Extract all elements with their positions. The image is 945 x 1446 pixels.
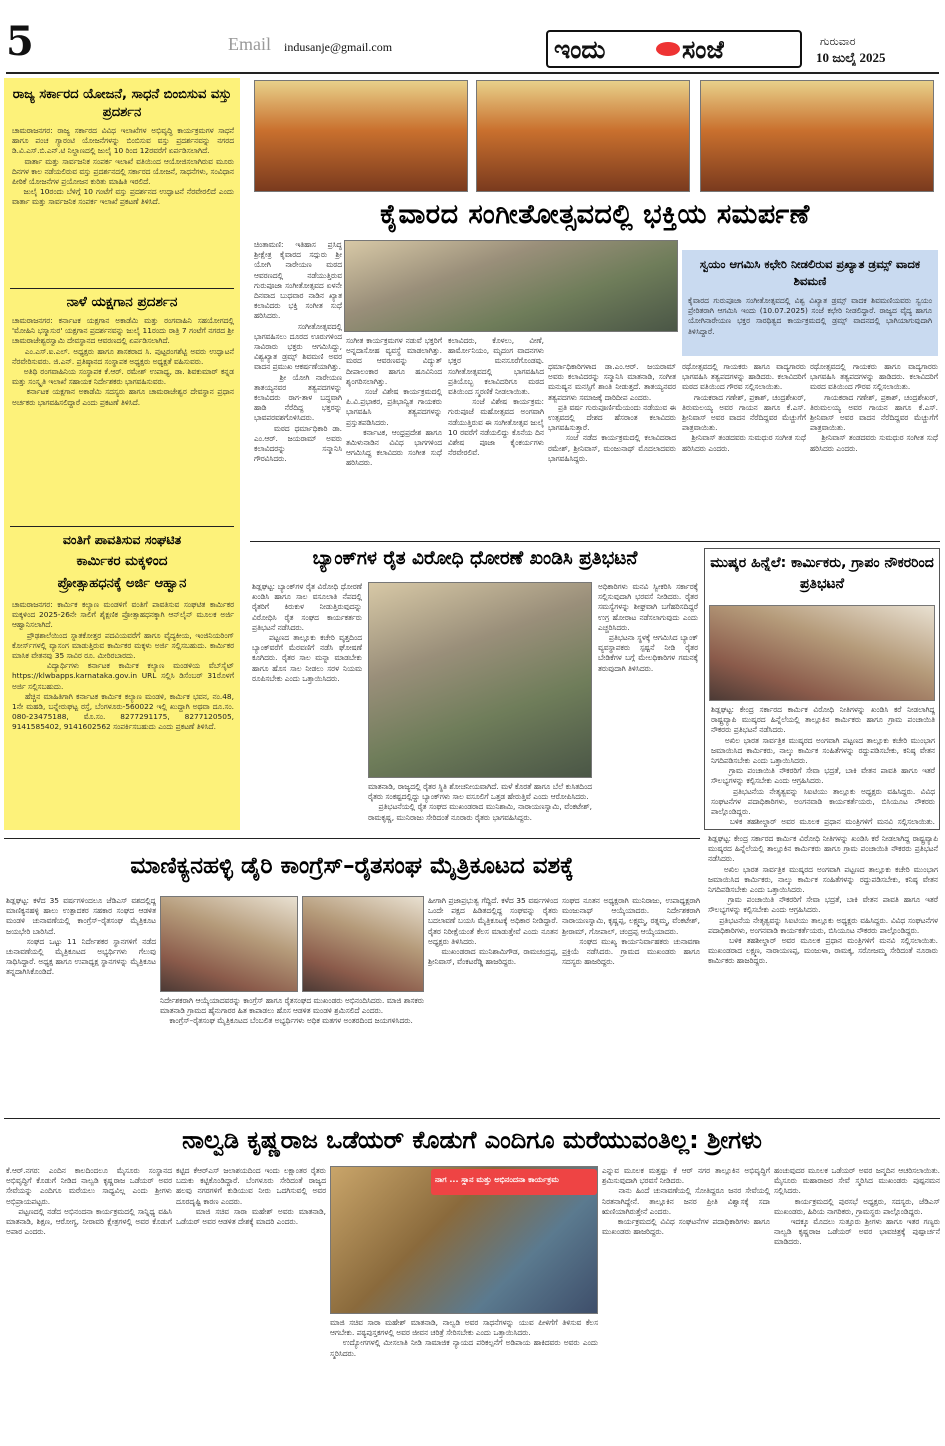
brief-title-labour-c: ಪ್ರೋತ್ಸಾಹಧನಕ್ಕೆ ಅರ್ಜಿ ಆಹ್ವಾನ [57, 576, 187, 591]
brief-body-labour: ಚಾಮರಾಜನಗರ: ಕಾರ್ಮಿಕ ಕಲ್ಯಾಣ ಮಂಡಳಿಗೆ ವಂತಿಗೆ ಪಾವತಿಸುವ ಸಂಘಟಿತ ಕಾರ್ಮಿಕರ ಮಕ್ಕಳಿಂದ 2025-26ನೇ ಸಾಲಿಗೆ ಶೈಕ್ಷಣಿಕ ಪ್ರೋತ್ಸಾಹಧನಕ್ಕಾಗಿ ಆನ್‌ಲೈನ್ ಮೂಲಕ ಅರ್ಜಿ ಆಹ್ವಾನಿಸಲಾಗಿದೆ. ಪ್ರೌಢಶಾಲೆಯಿಂದ ಸ್ನಾತಕೋತ್ತರ ಪದವಿಯವರೆಗೆ ಹಾಗೂ ವೈದ್ಯಕೀಯ, ಇಂಜಿನಿಯರಿಂಗ್ ಕೋರ್ಸ್‌ಗಳಲ್ಲಿ ವ್ಯಾಸಂಗ ಮಾಡುತ್ತಿರುವ ಕಾರ್ಮಿಕರ ಮಕ್ಕಳು ಅರ್ಜಿ ಸಲ್ಲಿಸಬಹುದು. ಕಾರ್ಮಿಕರ ಮಾಸಿಕ ವೇತನವು 35 ಸಾವಿರ ರೂ. ಮೀರಿರಬಾರದು. ವಿದ್ಯಾರ್ಥಿಗಳು ಕರ್ನಾಟಕ ಕಾರ್ಮಿಕ ಕಲ್ಯಾಣ ಮಂಡಳಿಯ ವೆಬ್‌ಸೈಟ್ https://klwbapps.karnataka.gov.in URL ಸಲ್ಲಿಸಿ ಡಿಸೆಂಬರ್ 31ರೊಳಗೆ ಅರ್ಜಿ ಸಲ್ಲಿಸಬಹುದು. ಹೆಚ್ಚಿನ ಮಾಹಿತಿಗಾಗಿ ಕರ್ನಾಟಕ ಕಾರ್ಮಿಕ ಕಲ್ಯಾಣ ಮಂಡಳಿ, ಕಾರ್ಮಿಕ ಭವನ, ನಂ.48, 1ನೇ ಮಹಡಿ, ಬನ್ನೇರುಘಟ್ಟ ರಸ್ತೆ, ಬೆಂಗಳೂರು-560022 ಇಲ್ಲಿ ಖುದ್ದಾಗಿ ಅಥವಾ ದೂ.ಸಂ. 080-23475188, ಮೊ.ಸಂ. 8277291175, 8277120505, 9141585402, 9141602562 ಸಂಪರ್ಕಿಸಬಹುದು ಎಂದು ಪ್ರಕಟಣೆ ತಿಳಿಸಿದೆ. [12, 600, 234, 732]
nalvadi-body-col4: ಎನ್ನುವ ಮೂಲಕ ಮತ್ತಷ್ಟು ಕೆ ಆರ್ ನಗರ ತಾಲ್ಲೂಕಿನ ಅಭಿವೃದ್ಧಿಗೆ ಶ್ರಮಿಸುವುದಾಗಿ ಭರವಸೆ ನೀಡಿದರು. ನಾನು ಹಿಂದೆ ಚುನಾವಣೆಯಲ್ಲಿ ಸೋತಿದ್ದರೂ ಜನರ ಸೇವೆಯಲ್ಲಿ ನಿರತನಾಗಿದ್ದೇನೆ. ತಾಲ್ಲೂಕಿನ ಜನರ ಪ್ರೀತಿ ವಿಶ್ವಾಸಕ್ಕೆ ಸದಾ ಋಣಿಯಾಗಿರುತ್ತೇನೆ ಎಂದರು. ಕಾರ್ಯಕ್ರಮದಲ್ಲಿ ವಿವಿಧ ಸಂಘಟನೆಗಳ ಪದಾಧಿಕಾರಿಗಳು ಹಾಗೂ ಮುಖಂಡರು ಹಾಜರಿದ್ದರು. [602, 1166, 770, 1237]
masthead-right: ಸಂಜೆ [682, 35, 725, 64]
banner-text: ನಾಗ ... ಸ್ಥಾನ ಮತ್ತು ಅಭಿನಂದನಾ ಕಾರ್ಯಕ್ರಮ [435, 1175, 559, 1184]
photo-dairy-1 [160, 896, 298, 992]
masthead-left: ಇಂದು [554, 35, 606, 64]
photo-dairy-2 [302, 896, 424, 992]
bank-headline: ಬ್ಯಾಂಕ್‌ಗಳ ರೈತ ವಿರೋಧಿ ಧೋರಣೆ ಖಂಡಿಸಿ ಪ್ರತಿಭಟನೆ [312, 548, 638, 569]
photo-concert-2 [476, 80, 690, 192]
dairy-body-col4: ಸಂಘದ ನೂತನ ಅಧ್ಯಕ್ಷರಾಗಿ ಮುನಿರಾಜು, ಉಪಾಧ್ಯಕ್ಷರಾಗಿ ಮಂಜುನಾಥ್ ಆಯ್ಕೆಯಾದರು. ನಿರ್ದೇಶಕರಾಗಿ ನಾರಾಯಣಸ್ವಾಮಿ, ಕೃಷ್ಣಪ್ಪ, ಲಕ್ಷ್ಮಮ್ಮ, ರತ್ನಮ್ಮ, ವೆಂಕಟೇಶ್, ಶ್ರೀರಾಮ್, ಗೋಪಾಲ್, ಚಂದ್ರಪ್ಪ ಆಯ್ಕೆಯಾದರು. ಸಂಘದ ಮುಖ್ಯ ಕಾರ್ಯನಿರ್ವಾಹಕರು ಚುನಾವಣಾ ಪ್ರಕ್ರಿಯೆ ನಡೆಸಿದರು. ಗ್ರಾಮದ ಮುಖಂಡರು ಹಾಗೂ ಸದಸ್ಯರು ಹಾಜರಿದ್ದರು. [562, 896, 700, 967]
nalvadi-body-col1: ಕೆ.ಆರ್.ನಗರ: ಎಂದಿನ ಕಾಲದಿಂದಲೂ ಮೈಸೂರು ಸಂಸ್ಥಾನದ ಅಭಿವೃದ್ಧಿಗೆ ಕೊಡುಗೆ ನೀಡಿದ ನಾಲ್ವಡಿ ಕೃಷ್ಣರಾಜ ಒಡೆಯರ್ ಅವರ ಸೇವೆಯನ್ನು ಎಂದಿಗೂ ಮರೆಯಲು ಸಾಧ್ಯವಿಲ್ಲ ಎಂದು ಶ್ರೀಗಳು ಅಭಿಪ್ರಾಯಪಟ್ಟರು. ಪಟ್ಟಣದಲ್ಲಿ ನಡೆದ ಅಭಿನಂದನಾ ಕಾರ್ಯಕ್ರಮದಲ್ಲಿ ಸಾನ್ನಿಧ್ಯ ವಹಿಸಿ ಮಾತನಾಡಿ, ಶಿಕ್ಷಣ, ಆರೋಗ್ಯ, ನೀರಾವರಿ ಕ್ಷೇತ್ರಗಳಲ್ಲಿ ಅವರ ಕೊಡುಗೆ ಅಪಾರ ಎಂದರು. [6, 1166, 172, 1237]
section-divider [4, 838, 700, 839]
dairy-body-col2: ನಿರ್ದೇಶಕರಾಗಿ ಆಯ್ಕೆಯಾದವರನ್ನು ಕಾಂಗ್ರೆಸ್ ಹಾಗೂ ರೈತಸಂಘದ ಮುಖಂಡರು ಅಭಿನಂದಿಸಿದರು. ಮಾಜಿ ಶಾಸಕರು ಮಾತನಾಡಿ ಗ್ರಾಮದ ಹೈನುಗಾರರ ಹಿತ ಕಾಪಾಡಲು ಹೊಸ ಆಡಳಿತ ಮಂಡಳಿ ಶ್ರಮಿಸಲಿದೆ ಎಂದರು. ಕಾಂಗ್ರೆಸ್–ರೈತಸಂಘ ಮೈತ್ರಿಕೂಟದ ಬೆಂಬಲಿತ ಅಭ್ಯರ್ಥಿಗಳು ಅಧಿಕ ಮತಗಳ ಅಂತರದಿಂದ ಜಯಗಳಿಸಿದರು. [160, 996, 424, 1026]
header-rule [6, 72, 939, 74]
photo-concert-1 [254, 80, 468, 192]
brief-title-labour-b: ಕಾರ್ಮಿಕರ ಮಕ್ಕಳಿಂದ [76, 553, 168, 569]
strike-headline: ಮುಷ್ಕರ ಹಿನ್ನೆಲೆ: ಕಾರ್ಮಿಕರು, ಗ್ರಾಪಂ ನೌಕರರಿಂದ ಪ್ರತಿಭಟನೆ [710, 555, 934, 592]
masthead-logo [546, 30, 802, 68]
photo-nalvadi [330, 1166, 598, 1314]
strike-box [704, 548, 940, 830]
sidebar-intro: ಕೈವಾರದ ಗುರುಪೂಜಾ ಸಂಗೀತೋತ್ಸವದಲ್ಲಿ ವಿಶ್ವ ವಿಖ್ಯಾತ ಡ್ರಮ್ಸ್ ವಾದಕ ಶಿವಮಣಿಯವರು ಸ್ವಯಂ ಪ್ರೇರಿತರಾಗಿ ಆಗಮಿಸಿ ಇಂದು (10.07.2025) ಸಂಜೆ ಕಛೇರಿ ನೀಡಲಿದ್ದಾರೆ. ರಾಜ್ಯದ ವೈದ್ಯ ಹಾಗೂ ಯೋಗಿನಾರೇಯಣ ಭಕ್ತರ ಸಾರಥಿತ್ವದ ಕಾರ್ಯಕ್ರಮದಲ್ಲಿ ಡ್ರಮ್ಸ್ ವಾದನದಲ್ಲಿ ಭಾಗಿಯಾಗುವುದಾಗಿ ತಿಳಿಸಿದ್ದಾರೆ. [688, 296, 932, 336]
photo-concert-3 [700, 80, 934, 192]
sidebar-title: ಸ್ವಯಂ ಆಗಮಿಸಿ ಕಛೇರಿ ನೀಡಲಿರುವ ಪ್ರಖ್ಯಾತ ಡ್ರಮ್ಸ್ ವಾದಕ ಶಿವಮಣಿ [699, 257, 921, 288]
photo-strike [709, 605, 935, 701]
strike-body: ಶಿಡ್ಲಘಟ್ಟ: ಕೇಂದ್ರ ಸರ್ಕಾರದ ಕಾರ್ಮಿಕ ವಿರೋಧಿ ನೀತಿಗಳನ್ನು ಖಂಡಿಸಿ ಕರೆ ನೀಡಲಾಗಿದ್ದ ರಾಷ್ಟ್ರವ್ಯಾಪಿ ಮುಷ್ಕರದ ಹಿನ್ನೆಲೆಯಲ್ಲಿ ತಾಲ್ಲೂಕಿನ ಕಾರ್ಮಿಕರು ಹಾಗೂ ಗ್ರಾಮ ಪಂಚಾಯಿತಿ ನೌಕರರು ಪ್ರತಿಭಟನೆ ನಡೆಸಿದರು. ಅಖಿಲ ಭಾರತ ಸಾರ್ವತ್ರಿಕ ಮುಷ್ಕರದ ಅಂಗವಾಗಿ ಪಟ್ಟಣದ ತಾಲ್ಲೂಕು ಕಚೇರಿ ಮುಂಭಾಗ ಜಮಾಯಿಸಿದ ಕಾರ್ಮಿಕರು, ನಾಲ್ಕು ಕಾರ್ಮಿಕ ಸಂಹಿತೆಗಳನ್ನು ರದ್ದುಪಡಿಸಬೇಕು, ಕನಿಷ್ಠ ವೇತನ ನಿಗದಿಪಡಿಸಬೇಕು ಎಂದು ಒತ್ತಾಯಿಸಿದರು. ಗ್ರಾಮ ಪಂಚಾಯಿತಿ ನೌಕರರಿಗೆ ಸೇವಾ ಭದ್ರತೆ, ಬಾಕಿ ವೇತನ ಪಾವತಿ ಹಾಗೂ ಇತರೆ ಸೌಲಭ್ಯಗಳನ್ನು ಕಲ್ಪಿಸಬೇಕು ಎಂದು ಆಗ್ರಹಿಸಿದರು. ಪ್ರತಿಭಟನೆಯ ನೇತೃತ್ವವನ್ನು ಸಿಐಟಿಯು ತಾಲ್ಲೂಕು ಅಧ್ಯಕ್ಷರು ವಹಿಸಿದ್ದರು. ವಿವಿಧ ಸಂಘಟನೆಗಳ ಪದಾಧಿಕಾರಿಗಳು, ಅಂಗನವಾಡಿ ಕಾರ್ಯಕರ್ತೆಯರು, ಬಿಸಿಯೂಟ ನೌಕರರು ಪಾಲ್ಗೊಂಡಿದ್ದರು. ಬಳಿಕ ತಹಶೀಲ್ದಾರ್ ಅವರ ಮೂಲಕ ಪ್ರಧಾನ ಮಂತ್ರಿಗಳಿಗೆ ಮನವಿ ಸಲ್ಲಿಸಲಾಯಿತು. [711, 705, 935, 827]
nalvadi-body-col2: ಕಟ್ಟಿದ ಕೆಆರ್‌ಎಸ್ ಜಲಾಶಯದಿಂದ ಇಂದು ಲಕ್ಷಾಂತರ ರೈತರು ಬದುಕು ಕಟ್ಟಿಕೊಂಡಿದ್ದಾರೆ. ಬೆಂಗಳೂರು ಸೇರಿದಂತೆ ರಾಜ್ಯದ ಹಲವು ನಗರಗಳಿಗೆ ಕುಡಿಯುವ ನೀರು ಒದಗಿಸುವಲ್ಲಿ ಅವರ ದೂರದೃಷ್ಟಿ ಕಾರಣ ಎಂದರು. ಮಾಜಿ ಸಚಿವ ಸಾರಾ ಮಹೇಶ್ ಅವರು ಮಾತನಾಡಿ, ಒಡೆಯರ್ ಅವರ ಆಡಳಿತ ದೇಶಕ್ಕೆ ಮಾದರಿ ಎಂದರು. [176, 1166, 326, 1227]
email-label: Email [228, 34, 271, 54]
nalvadi-headline: ನಾಲ್ವಡಿ ಕೃಷ್ಣರಾಜ ಒಡೆಯರ್ ಕೊಡುಗೆ ಎಂದಿಗೂ ಮರೆಯುವಂತಿಲ್ಲ: ಶ್ರೀಗಳು [182, 1126, 762, 1154]
nalvadi-body-col3: ಮಾಜಿ ಸಚಿವ ಸಾರಾ ಮಹೇಶ್ ಮಾತನಾಡಿ, ನಾಲ್ವಡಿ ಅವರ ಸಾಧನೆಗಳನ್ನು ಯುವ ಪೀಳಿಗೆಗೆ ತಿಳಿಸುವ ಕೆಲಸ ಆಗಬೇಕು. ಪಠ್ಯಪುಸ್ತಕಗಳಲ್ಲಿ ಅವರ ಜೀವನ ಚರಿತ್ರೆ ಸೇರಿಸಬೇಕು ಎಂದು ಒತ್ತಾಯಿಸಿದರು. ಉದ್ಯೋಗಗಳಲ್ಲಿ ಮೀಸಲಾತಿ ನೀಡಿ ಸಾಮಾಜಿಕ ನ್ಯಾಯದ ಪರಿಕಲ್ಪನೆಗೆ ಅಡಿಪಾಯ ಹಾಕಿದವರು ಅವರು ಎಂದು ಸ್ಮರಿಸಿದರು. [330, 1318, 598, 1358]
dairy-headline: ಮಾಣಿಕ್ಯನಹಳ್ಳಿ ಡೈರಿ ಕಾಂಗ್ರೆಸ್–ರೈತಸಂಘ ಮೈತ್ರಿಕೂಟದ ವಶಕ್ಕೆ [130, 853, 574, 879]
brief-title-exhibition: ರಾಜ್ಯ ಸರ್ಕಾರದ ಯೋಜನೆ, ಸಾಧನೆ ಬಿಂಬಿಸುವ ವಸ್ತು ಪ್ರದರ್ಶನ [12, 87, 232, 120]
page-header [0, 0, 945, 76]
photo-bank-protest [368, 582, 592, 778]
left-briefs-column [4, 78, 240, 830]
photo-audience [344, 240, 678, 332]
bank-body-col1: ಶಿಡ್ಲಘಟ್ಟ: ಬ್ಯಾಂಕ್‌ಗಳ ರೈತ ವಿರೋಧಿ ಧೋರಣೆ ಖಂಡಿಸಿ ಹಾಗೂ ಸಾಲ ವಸೂಲಾತಿ ನೆಪದಲ್ಲಿ ರೈತರಿಗೆ ಕಿರುಕುಳ ನೀಡುತ್ತಿರುವುದನ್ನು ವಿರೋಧಿಸಿ ರೈತ ಸಂಘದ ಕಾರ್ಯಕರ್ತರು ಪ್ರತಿಭಟನೆ ನಡೆಸಿದರು. ಪಟ್ಟಣದ ತಾಲ್ಲೂಕು ಕಚೇರಿ ವೃತ್ತದಿಂದ ಬ್ಯಾಂಕ್‌ವರೆಗೆ ಮೆರವಣಿಗೆ ನಡೆಸಿ ಘೋಷಣೆ ಕೂಗಿದರು. ರೈತರ ಸಾಲ ಮನ್ನಾ ಮಾಡಬೇಕು ಹಾಗೂ ಹೊಸ ಸಾಲ ನೀಡಲು ಸರಳ ನಿಯಮ ರೂಪಿಸಬೇಕು ಎಂದು ಒತ್ತಾಯಿಸಿದರು. [252, 582, 362, 683]
header-date: 10 ಜುಲೈ 2025 [816, 50, 886, 65]
header-day: ಗುರುವಾರ [820, 35, 856, 48]
dairy-body-col3: ಹೀಗಾಗಿ ಪ್ರಜಾಪ್ರಭುತ್ವ ಗೆದ್ದಿದೆ. ಕಳೆದ 35 ವರ್ಷಗಳಿಂದ ಒಂದೇ ಪಕ್ಷದ ಹಿಡಿತದಲ್ಲಿದ್ದ ಸಂಘವನ್ನು ರೈತರು ಬದಲಾವಣೆ ಬಯಸಿ ಮೈತ್ರಿಕೂಟಕ್ಕೆ ಅಧಿಕಾರ ನೀಡಿದ್ದಾರೆ. ರೈತರ ನಿರೀಕ್ಷೆಯಂತೆ ಕೆಲಸ ಮಾಡುತ್ತೇವೆ ಎಂದು ನೂತನ ಅಧ್ಯಕ್ಷರು ತಿಳಿಸಿದರು. ಮುಖಂಡರಾದ ಮುನಿಶಾಮಿಗೌಡ, ರಾಮಚಂದ್ರಪ್ಪ, ಶ್ರೀನಿವಾಸ್, ವೆಂಕಟರೆಡ್ಡಿ ಹಾಜರಿದ್ದರು. [428, 896, 558, 967]
brief-divider [10, 288, 234, 289]
nalvadi-body-col5: ಹಂಚುವುದರ ಮೂಲಕ ಒಡೆಯರ್ ಅವರ ಜನ್ಮದಿನ ಆಚರಿಸಲಾಯಿತು. ಮೈಸೂರು ಮಹಾರಾಜರ ಸೇವೆ ಸ್ಮರಿಸಿದ ಮುಖಂಡರು ಪುಷ್ಪನಮನ ಸಲ್ಲಿಸಿದರು. ಕಾರ್ಯಕ್ರಮದಲ್ಲಿ ಪುರಸಭೆ ಅಧ್ಯಕ್ಷರು, ಸದಸ್ಯರು, ಜೆಡಿಎಸ್ ಮುಖಂಡರು, ಹಿರಿಯ ನಾಗರಿಕರು, ಗ್ರಾಮಸ್ಥರು ಪಾಲ್ಗೊಂಡಿದ್ದರು. ಇದಕ್ಕೂ ಮೊದಲು ಸುತ್ತೂರು ಶ್ರೀಗಳು ಹಾಗೂ ಇತರ ಗಣ್ಯರು ನಾಲ್ವಡಿ ಕೃಷ್ಣರಾಜ ಒಡೆಯರ್ ಅವರ ಭಾವಚಿತ್ರಕ್ಕೆ ಪುಷ್ಪಾರ್ಚನೆ ಮಾಡಿದರು. [774, 1166, 940, 1247]
dairy-body-col1: ಶಿಡ್ಲಘಟ್ಟ: ಕಳೆದ 35 ವರ್ಷಗಳಿಂದಲೂ ಜೆಡಿಎಸ್ ವಶದಲ್ಲಿದ್ದ ಮಾಣಿಕ್ಯನಹಳ್ಳಿ ಹಾಲು ಉತ್ಪಾದಕರ ಸಹಕಾರ ಸಂಘದ ಆಡಳಿತ ಮಂಡಳಿ ಚುನಾವಣೆಯಲ್ಲಿ ಕಾಂಗ್ರೆಸ್–ರೈತಸಂಘ ಮೈತ್ರಿಕೂಟ ಜಯಭೇರಿ ಬಾರಿಸಿದೆ. ಸಂಘದ ಒಟ್ಟು 11 ನಿರ್ದೇಶಕರ ಸ್ಥಾನಗಳಿಗೆ ನಡೆದ ಚುನಾವಣೆಯಲ್ಲಿ ಮೈತ್ರಿಕೂಟದ ಅಭ್ಯರ್ಥಿಗಳು ಗೆಲುವು ಸಾಧಿಸಿದ್ದಾರೆ. ಅಧ್ಯಕ್ಷ ಹಾಗೂ ಉಪಾಧ್ಯಕ್ಷ ಸ್ಥಾನಗಳನ್ನು ಮೈತ್ರಿಕೂಟ ತನ್ನದಾಗಿಸಿಕೊಂಡಿದೆ. [6, 896, 156, 977]
bank-body-col2: ಮಾತನಾಡಿ, ರಾಜ್ಯದಲ್ಲಿ ರೈತರ ಸ್ಥಿತಿ ಶೋಚನೀಯವಾಗಿದೆ. ಮಳೆ ಕೊರತೆ ಹಾಗೂ ಬೆಲೆ ಕುಸಿತದಿಂದ ರೈತರು ಸಂಕಷ್ಟದಲ್ಲಿದ್ದು ಬ್ಯಾಂಕ್‌ಗಳು ಸಾಲ ವಸೂಲಿಗೆ ಒತ್ತಡ ಹೇರುತ್ತಿವೆ ಎಂದು ಆರೋಪಿಸಿದರು. ಪ್ರತಿಭಟನೆಯಲ್ಲಿ ರೈತ ಸಂಘದ ಮುಖಂಡರಾದ ಮುನಿಶಾಮಿ, ನಾರಾಯಣಸ್ವಾಮಿ, ವೆಂಕಟೇಶ್, ರಾಮಕೃಷ್ಣ, ಮುನಿರಾಜು ಸೇರಿದಂತೆ ನೂರಾರು ರೈತರು ಭಾಗವಹಿಸಿದ್ದರು. [368, 782, 592, 822]
lead-body-col3: ಕಲಾವಿದರು, ಕೊಳಲು, ವೀಣೆ, ಹಾರ್ಮೋನಿಯಂ, ಮೃದಂಗ ವಾದನಗಳು ಭಕ್ತರ ಮನಸೂರೆಗೊಂಡವು. ಸಂಗೀತೋತ್ಸವದಲ್ಲಿ ಭಾಗವಹಿಸಿದ ಪ್ರತಿಯೊಬ್ಬ ಕಲಾವಿದರಿಗೂ ಮಠದ ವತಿಯಿಂದ ಸ್ಮರಣಿಕೆ ನೀಡಲಾಯಿತು. ಸಂಜೆ ವಿಶೇಷ ಕಾರ್ಯಕ್ರಮ: ಗುರುಪೂಜೆ ಮಹೋತ್ಸವದ ಅಂಗವಾಗಿ ನಡೆಯುತ್ತಿರುವ ಈ ಸಂಗೀತೋತ್ಸವ ಜುಲೈ 10 ರವರೆಗೆ ನಡೆಯಲಿದ್ದು ಕೊನೆಯ ದಿನ ವಿಶೇಷ ಪೂಜಾ ಕೈಂಕರ್ಯಗಳು ನೆರವೇರಲಿವೆ. [448, 336, 544, 458]
lead-body-col2: ಸಂಗೀತ ಕಾರ್ಯಕ್ರಮಗಳ ನಡುವೆ ಭಕ್ತರಿಗೆ ಅನ್ನದಾಸೋಹ ವ್ಯವಸ್ಥೆ ಮಾಡಲಾಗಿತ್ತು. ಮಠದ ಆವರಣವನ್ನು ವಿದ್ಯುತ್ ದೀಪಾಲಂಕಾರ ಹಾಗೂ ಹೂವಿನಿಂದ ಶೃಂಗರಿಸಲಾಗಿತ್ತು. ಸಂಜೆ ವಿಶೇಷ ಕಾರ್ಯಕ್ರಮದಲ್ಲಿ ಪಿ.ವಿ.ಪ್ರಭಾಕರ, ಪ್ರತಿಭಾನ್ವಿತ ಗಾಯಕರು ಭಾಗವಹಿಸಿ ತತ್ವಪದಗಳನ್ನು ಪ್ರಸ್ತುತಪಡಿಸಿದರು. ಕರ್ನಾಟಕ, ಆಂಧ್ರಪ್ರದೇಶ ಹಾಗೂ ತಮಿಳುನಾಡಿನ ವಿವಿಧ ಭಾಗಗಳಿಂದ ಆಗಮಿಸಿದ್ದ ಕಲಾವಿದರು ಸಂಗೀತ ಸುಧೆ ಹರಿಸಿದರು. [346, 336, 442, 468]
brief-body-yakshagana: ಚಾಮರಾಜನಗರ: ಕರ್ನಾಟಕ ಯಕ್ಷಗಾನ ಅಕಾಡೆಮಿ ಮತ್ತು ರಂಗವಾಹಿನಿ ಸಹಯೋಗದಲ್ಲಿ 'ಮೋಹಿನಿ ಭಸ್ಮಾಸುರ' ಯಕ್ಷಗಾನ ಪ್ರದರ್ಶನವನ್ನು ಜುಲೈ 11ರಂದು ರಾತ್ರಿ 7 ಗಂಟೆಗೆ ನಗರದ ಶ್ರೀ ಚಾಮರಾಜೇಶ್ವರಸ್ವಾಮಿ ದೇವಸ್ಥಾನದ ಆವರಣದಲ್ಲಿ ಏರ್ಪಡಿಸಲಾಗಿದೆ. ಎಂ.ಎಸ್.ಐ.ಎಲ್. ಅಧ್ಯಕ್ಷರು ಹಾಗೂ ಶಾಸಕರಾದ ಸಿ. ಪುಟ್ಟರಂಗಶೆಟ್ಟಿ ಅವರು ಉದ್ಘಾಟನೆ ನೆರವೇರಿಸುವರು. ಜಿ.ಎನ್. ಪ್ರತಿಷ್ಠಾನದ ಸಂಸ್ಥಾಪಕ ಅಧ್ಯಕ್ಷರು ಅಧ್ಯಕ್ಷತೆ ವಹಿಸುವರು. ಅತಿಥಿ ರಂಗವಾಹಿನಿಯ ಸಂಸ್ಥಾಪಕ ಕೆ.ಆರ್. ರಮೇಶ್ ಉಪಾಧ್ಯ, ಡಾ. ಶಿವಕುಮಾರ್ ಕನ್ನಡ ಮತ್ತು ಸಂಸ್ಕೃತಿ ಇಲಾಖೆ ಸಹಾಯಕ ನಿರ್ದೇಶಕರು ಭಾಗವಹಿಸುವರು. ಕರ್ನಾಟಕ ಯಕ್ಷಗಾನ ಅಕಾಡೆಮಿ ಸದಸ್ಯರು ಹಾಗೂ ಚಾಮರಾಜೇಶ್ವರ ದೇವಸ್ಥಾನ ಪ್ರಧಾನ ಅರ್ಚಕರು ಭಾಗವಹಿಸಲಿದ್ದಾರೆ ಎಂದು ಪ್ರಕಟಣೆ ತಿಳಿಸಿದೆ. [12, 316, 234, 407]
page-number: 5 [6, 20, 34, 64]
brief-divider [10, 526, 234, 527]
section-divider [4, 1118, 940, 1119]
sidebar-body-col3: ರಥೋತ್ಸವದಲ್ಲಿ ಗಾಯಕರು ಹಾಗೂ ವಾದ್ಯಗಾರರು ಭಾಗವಹಿಸಿ ತತ್ವಪದಗಳನ್ನು ಹಾಡಿದರು. ಕಲಾವಿದರಿಗೆ ಮಠದ ವತಿಯಿಂದ ಗೌರವ ಸಲ್ಲಿಸಲಾಯಿತು. ಗಾಯಕರಾದ ಗಣೇಶ್, ಪ್ರಕಾಶ್, ಚಂದ್ರಶೇಖರ್, ತಿರುಮಲಯ್ಯ ಅವರ ಗಾಯನ ಹಾಗೂ ಕೆ.ಎಸ್. ಶ್ರೀನಿವಾಸ್ ಅವರ ವಾದನ ನೆರೆದಿದ್ದವರ ಮೆಚ್ಚುಗೆಗೆ ಪಾತ್ರವಾಯಿತು. ಶ್ರೀನಿವಾಸ್ ತಂಡದವರು ಸುಮಧುರ ಸಂಗೀತ ಸುಧೆ ಹರಿಸಿದರು ಎಂದರು. [810, 362, 938, 453]
banner-strip [431, 1169, 597, 1195]
sidebar-body-col2: ರಥೋತ್ಸವದಲ್ಲಿ ಗಾಯಕರು ಹಾಗೂ ವಾದ್ಯಗಾರರು ಭಾಗವಹಿಸಿ ತತ್ವಪದಗಳನ್ನು ಹಾಡಿದರು. ಕಲಾವಿದರಿಗೆ ಮಠದ ವತಿಯಿಂದ ಗೌರವ ಸಲ್ಲಿಸಲಾಯಿತು. ಗಾಯಕರಾದ ಗಣೇಶ್, ಪ್ರಕಾಶ್, ಚಂದ್ರಶೇಖರ್, ತಿರುಮಲಯ್ಯ ಅವರ ಗಾಯನ ಹಾಗೂ ಕೆ.ಎಸ್. ಶ್ರೀನಿವಾಸ್ ಅವರ ವಾದನ ನೆರೆದಿದ್ದವರ ಮೆಚ್ಚುಗೆಗೆ ಪಾತ್ರವಾಯಿತು. ಶ್ರೀನಿವಾಸ್ ತಂಡದವರು ಸುಮಧುರ ಸಂಗೀತ ಸುಧೆ ಹರಿಸಿದರು ಎಂದರು. [682, 362, 806, 453]
masthead-emblem-icon [656, 42, 680, 56]
sidebar-body-col1: ಧರ್ಮಾಧಿಕಾರಿಗಳಾದ ಡಾ.ಎಂ.ಆರ್. ಜಯರಾಮ್ ಅವರು ಕಲಾವಿದರನ್ನು ಸನ್ಮಾನಿಸಿ ಮಾತನಾಡಿ, ಸಂಗೀತ ಮನುಷ್ಯನ ಮನಸ್ಸಿಗೆ ಶಾಂತಿ ನೀಡುತ್ತದೆ. ತಾತಯ್ಯನವರ ತತ್ವಪದಗಳು ಸಮಾಜಕ್ಕೆ ದಾರಿದೀಪ ಎಂದರು. ಪ್ರತಿ ವರ್ಷ ಗುರುಪೂರ್ಣಿಮೆಯಂದು ನಡೆಯುವ ಈ ಉತ್ಸವದಲ್ಲಿ ದೇಶದ ಹೆಸರಾಂತ ಕಲಾವಿದರು ಭಾಗವಹಿಸುತ್ತಾರೆ. ಸಂಜೆ ನಡೆದ ಕಾರ್ಯಕ್ರಮದಲ್ಲಿ ಕಲಾವಿದರಾದ ರಮೇಶ್, ಶ್ರೀನಿವಾಸ್, ಮಂಜುನಾಥ್ ಮೊದಲಾದವರು ಭಾಗವಹಿಸಿದ್ದರು. [548, 362, 676, 463]
lead-sidebar [682, 250, 938, 356]
section-divider [250, 541, 940, 542]
brief-title-labour-a: ವಂತಿಗೆ ಪಾವತಿಸುವ ಸಂಘಟಿತ [62, 532, 182, 547]
brief-title-yakshagana: ನಾಳೆ ಯಕ್ಷಗಾನ ಪ್ರದರ್ಶನ [66, 294, 178, 310]
lead-body-col1: ಚಿಂತಾಮಣಿ: ಇತಿಹಾಸ ಪ್ರಸಿದ್ಧ ಶ್ರೀಕ್ಷೇತ್ರ ಕೈವಾರದ ಸದ್ಗುರು ಶ್ರೀ ಯೋಗಿ ನಾರೇಯಣ ಮಠದ ಆವರಣದಲ್ಲಿ ನಡೆಯುತ್ತಿರುವ ಗುರುಪೂಜಾ ಸಂಗೀತೋತ್ಸವದ ಏಳನೇ ದಿನವಾದ ಬುಧವಾರ ನಾಡಿನ ಖ್ಯಾತ ಕಲಾವಿದರು ಭಕ್ತಿ ಸಂಗೀತ ಸುಧೆ ಹರಿಸಿದರು. ಸಂಗೀತೋತ್ಸವದಲ್ಲಿ ಭಾಗವಹಿಸಲು ದೂರದ ಊರುಗಳಿಂದ ಸಾವಿರಾರು ಭಕ್ತರು ಆಗಮಿಸಿದ್ದು, ವಿಶ್ವಖ್ಯಾತ ಡ್ರಮ್ಸ್ ಶಿವಮಣಿ ಅವರ ವಾದನ ಪ್ರಮುಖ ಆಕರ್ಷಣೆಯಾಗಿತ್ತು. ಶ್ರೀ ಯೋಗಿ ನಾರೇಯಣ ತಾತಯ್ಯನವರ ತತ್ವಪದಗಳನ್ನು ಕಲಾವಿದರು ರಾಗ-ತಾಳ ಬದ್ಧವಾಗಿ ಹಾಡಿ ನೆರೆದಿದ್ದ ಭಕ್ತರನ್ನು ಭಾವಪರವಶಗೊಳಿಸಿದರು. ಮಠದ ಧರ್ಮಾಧಿಕಾರಿ ಡಾ. ಎಂ.ಆರ್. ಜಯರಾಮ್ ಅವರು ಕಲಾವಿದರನ್ನು ಸನ್ಮಾನಿಸಿ ಗೌರವಿಸಿದರು. [254, 240, 342, 464]
email-address: indusanje@gmail.com [284, 40, 393, 54]
lead-headline: ಕೈವಾರದ ಸಂಗೀತೋತ್ಸವದಲ್ಲಿ ಭಕ್ತಿಯ ಸಮರ್ಪಣೆ [380, 199, 810, 230]
bank-body-col3: ಅಧಿಕಾರಿಗಳು ಮನವಿ ಸ್ವೀಕರಿಸಿ ಸರ್ಕಾರಕ್ಕೆ ಸಲ್ಲಿಸುವುದಾಗಿ ಭರವಸೆ ನೀಡಿದರು. ರೈತರ ಸಮಸ್ಯೆಗಳನ್ನು ಶೀಘ್ರವಾಗಿ ಬಗೆಹರಿಸದಿದ್ದರೆ ಉಗ್ರ ಹೋರಾಟ ನಡೆಸಲಾಗುವುದು ಎಂದು ಎಚ್ಚರಿಸಿದರು. ಪ್ರತಿಭಟನಾ ಸ್ಥಳಕ್ಕೆ ಆಗಮಿಸಿದ ಬ್ಯಾಂಕ್ ವ್ಯವಸ್ಥಾಪಕರು ಸ್ಪಷ್ಟನೆ ನೀಡಿ ರೈತರ ಬೇಡಿಕೆಗಳ ಬಗ್ಗೆ ಮೇಲಧಿಕಾರಿಗಳ ಗಮನಕ್ಕೆ ತರುವುದಾಗಿ ತಿಳಿಸಿದರು. [598, 582, 698, 673]
brief-body-exhibition: ಚಾಮರಾಜನಗರ: ರಾಜ್ಯ ಸರ್ಕಾರದ ವಿವಿಧ ಇಲಾಖೆಗಳ ಅಭಿವೃದ್ಧಿ ಕಾರ್ಯಕ್ರಮಗಳ ಸಾಧನೆ ಹಾಗೂ ಪಂಚ ಗ್ಯಾರಂಟಿ ಯೋಜನೆಗಳನ್ನು ಬಿಂಬಿಸುವ ವಸ್ತು ಪ್ರದರ್ಶನವನ್ನು ನಗರದ ಡಿ.ವಿ.ಎಸ್.ಬಿ.ಎನ್.ಟಿ ನಿಲ್ದಾಣದಲ್ಲಿ ಜುಲೈ 10 ರಿಂದ 12ರವರೆಗೆ ಏರ್ಪಡಿಸಲಾಗಿದೆ. ವಾರ್ತಾ ಮತ್ತು ಸಾರ್ವಜನಿಕ ಸಂಪರ್ಕ ಇಲಾಖೆ ವತಿಯಿಂದ ಆಯೋಜಿಸಲಾಗಿರುವ ಮೂರು ದಿನಗಳ ಕಾಲ ನಡೆಯಲಿರುವ ವಸ್ತು ಪ್ರದರ್ಶನದಲ್ಲಿ ಸರ್ಕಾರದ ಯೋಜನೆ, ಸಾಧನೆಗಳು, ಸಂವಿಧಾನ ಪೀಠಿಕೆ ಯೋಜನೆಗಳ ಪ್ರಯೋಜನ ಕುರಿತು ಮಾಹಿತಿ ಇರಲಿದೆ. ಜುಲೈ 10ರಂದು ಬೆಳಿಗ್ಗೆ 10 ಗಂಟೆಗೆ ವಸ್ತು ಪ್ರದರ್ಶನದ ಉದ್ಘಾಟನೆ ನೆರವೇರಲಿದೆ ಎಂದು ವಾರ್ತಾ ಮತ್ತು ಸಾರ್ವಜನಿಕ ಸಂಪರ್ಕ ಇಲಾಖೆ ಪ್ರಕಟಣೆ ತಿಳಿಸಿದೆ. [12, 126, 234, 207]
strike-body-continued: ಶಿಡ್ಲಘಟ್ಟ: ಕೇಂದ್ರ ಸರ್ಕಾರದ ಕಾರ್ಮಿಕ ವಿರೋಧಿ ನೀತಿಗಳನ್ನು ಖಂಡಿಸಿ ಕರೆ ನೀಡಲಾಗಿದ್ದ ರಾಷ್ಟ್ರವ್ಯಾಪಿ ಮುಷ್ಕರದ ಹಿನ್ನೆಲೆಯಲ್ಲಿ ತಾಲ್ಲೂಕಿನ ಕಾರ್ಮಿಕರು ಹಾಗೂ ಗ್ರಾಮ ಪಂಚಾಯಿತಿ ನೌಕರರು ಪ್ರತಿಭಟನೆ ನಡೆಸಿದರು. ಅಖಿಲ ಭಾರತ ಸಾರ್ವತ್ರಿಕ ಮುಷ್ಕರದ ಅಂಗವಾಗಿ ಪಟ್ಟಣದ ತಾಲ್ಲೂಕು ಕಚೇರಿ ಮುಂಭಾಗ ಜಮಾಯಿಸಿದ ಕಾರ್ಮಿಕರು, ನಾಲ್ಕು ಕಾರ್ಮಿಕ ಸಂಹಿತೆಗಳನ್ನು ರದ್ದುಪಡಿಸಬೇಕು, ಕನಿಷ್ಠ ವೇತನ ನಿಗದಿಪಡಿಸಬೇಕು ಎಂದು ಒತ್ತಾಯಿಸಿದರು. ಗ್ರಾಮ ಪಂಚಾಯಿತಿ ನೌಕರರಿಗೆ ಸೇವಾ ಭದ್ರತೆ, ಬಾಕಿ ವೇತನ ಪಾವತಿ ಹಾಗೂ ಇತರೆ ಸೌಲಭ್ಯಗಳನ್ನು ಕಲ್ಪಿಸಬೇಕು ಎಂದು ಆಗ್ರಹಿಸಿದರು. ಪ್ರತಿಭಟನೆಯ ನೇತೃತ್ವವನ್ನು ಸಿಐಟಿಯು ತಾಲ್ಲೂಕು ಅಧ್ಯಕ್ಷರು ವಹಿಸಿದ್ದರು. ವಿವಿಧ ಸಂಘಟನೆಗಳ ಪದಾಧಿಕಾರಿಗಳು, ಅಂಗನವಾಡಿ ಕಾರ್ಯಕರ್ತೆಯರು, ಬಿಸಿಯೂಟ ನೌಕರರು ಪಾಲ್ಗೊಂಡಿದ್ದರು. ಬಳಿಕ ತಹಶೀಲ್ದಾರ್ ಅವರ ಮೂಲಕ ಪ್ರಧಾನ ಮಂತ್ರಿಗಳಿಗೆ ಮನವಿ ಸಲ್ಲಿಸಲಾಯಿತು. ಮುಖಂಡರಾದ ಲಕ್ಷ್ಮಣ, ನಾರಾಯಣಪ್ಪ, ಮಂಜುಳಾ, ರಾಮಕ್ಕ, ಸರೋಜಮ್ಮ ಸೇರಿದಂತೆ ನೂರಾರು ಕಾರ್ಮಿಕರು ಹಾಜರಿದ್ದರು. [708, 834, 938, 966]
